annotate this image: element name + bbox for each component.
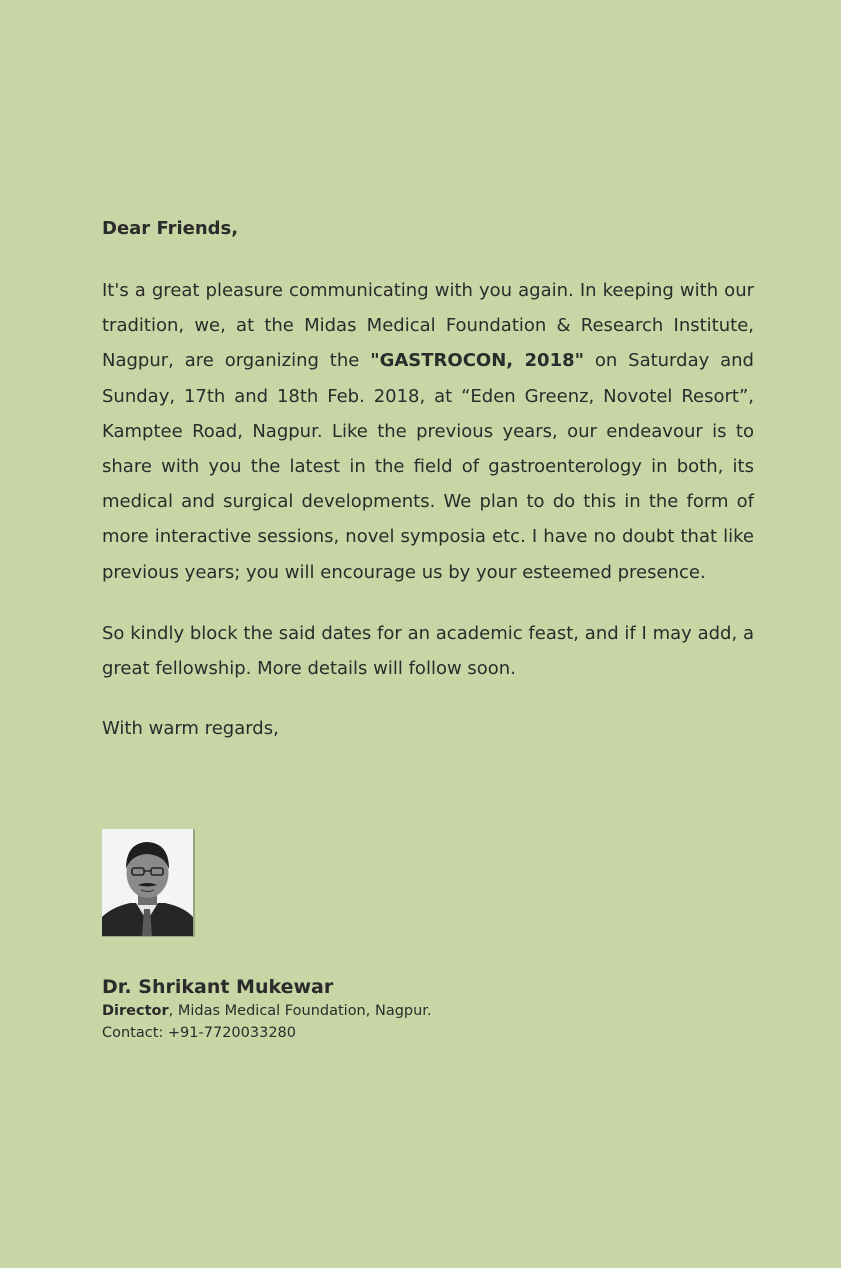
signatory-organization: , Midas Medical Foundation, Nagpur. [168,1003,432,1019]
signatory-photo [102,829,195,937]
paragraph-block-dates: So kindly block the said dates for an academic feast, and if I may add, a great fellowship. More details will follow soon. [102,622,754,680]
signatory-role [102,1000,602,1022]
closing: With warm regards, [102,718,279,740]
salutation: Dear Friends, [102,218,239,239]
signatory-title: Director [102,1003,169,1019]
paragraph-invitation-details: on Saturday and Sunday, 17th and 18th Feb. 2018, at “Eden Greenz, Novotel Resort”, Kamptee Road, Nagpur. Like the previous years, our endeavour is to share with you the latest in the field of gastroenterology in both, its medical and surgical developments. We plan to do this in the form of more interactive sessions, novel symposia etc. I have no doubt that like previous years; you will encourage us by your esteemed presence. [102,350,754,583]
paragraph-invitation-intro: It's a great pleasure communicating with you again. In keeping with our tradition, we, at the Midas Medical Foundation & Research Institute, Nagpur, are organizing the [102,280,754,372]
signature-block [102,974,602,1044]
signatory-name: Dr. Shrikant Mukewar [102,976,334,998]
letter-body [102,216,754,760]
event-name: "GASTROCON, 2018" [370,350,584,372]
paragraph-invitation [102,273,754,590]
signatory-contact: Contact: +91-7720033280 [102,1025,296,1041]
